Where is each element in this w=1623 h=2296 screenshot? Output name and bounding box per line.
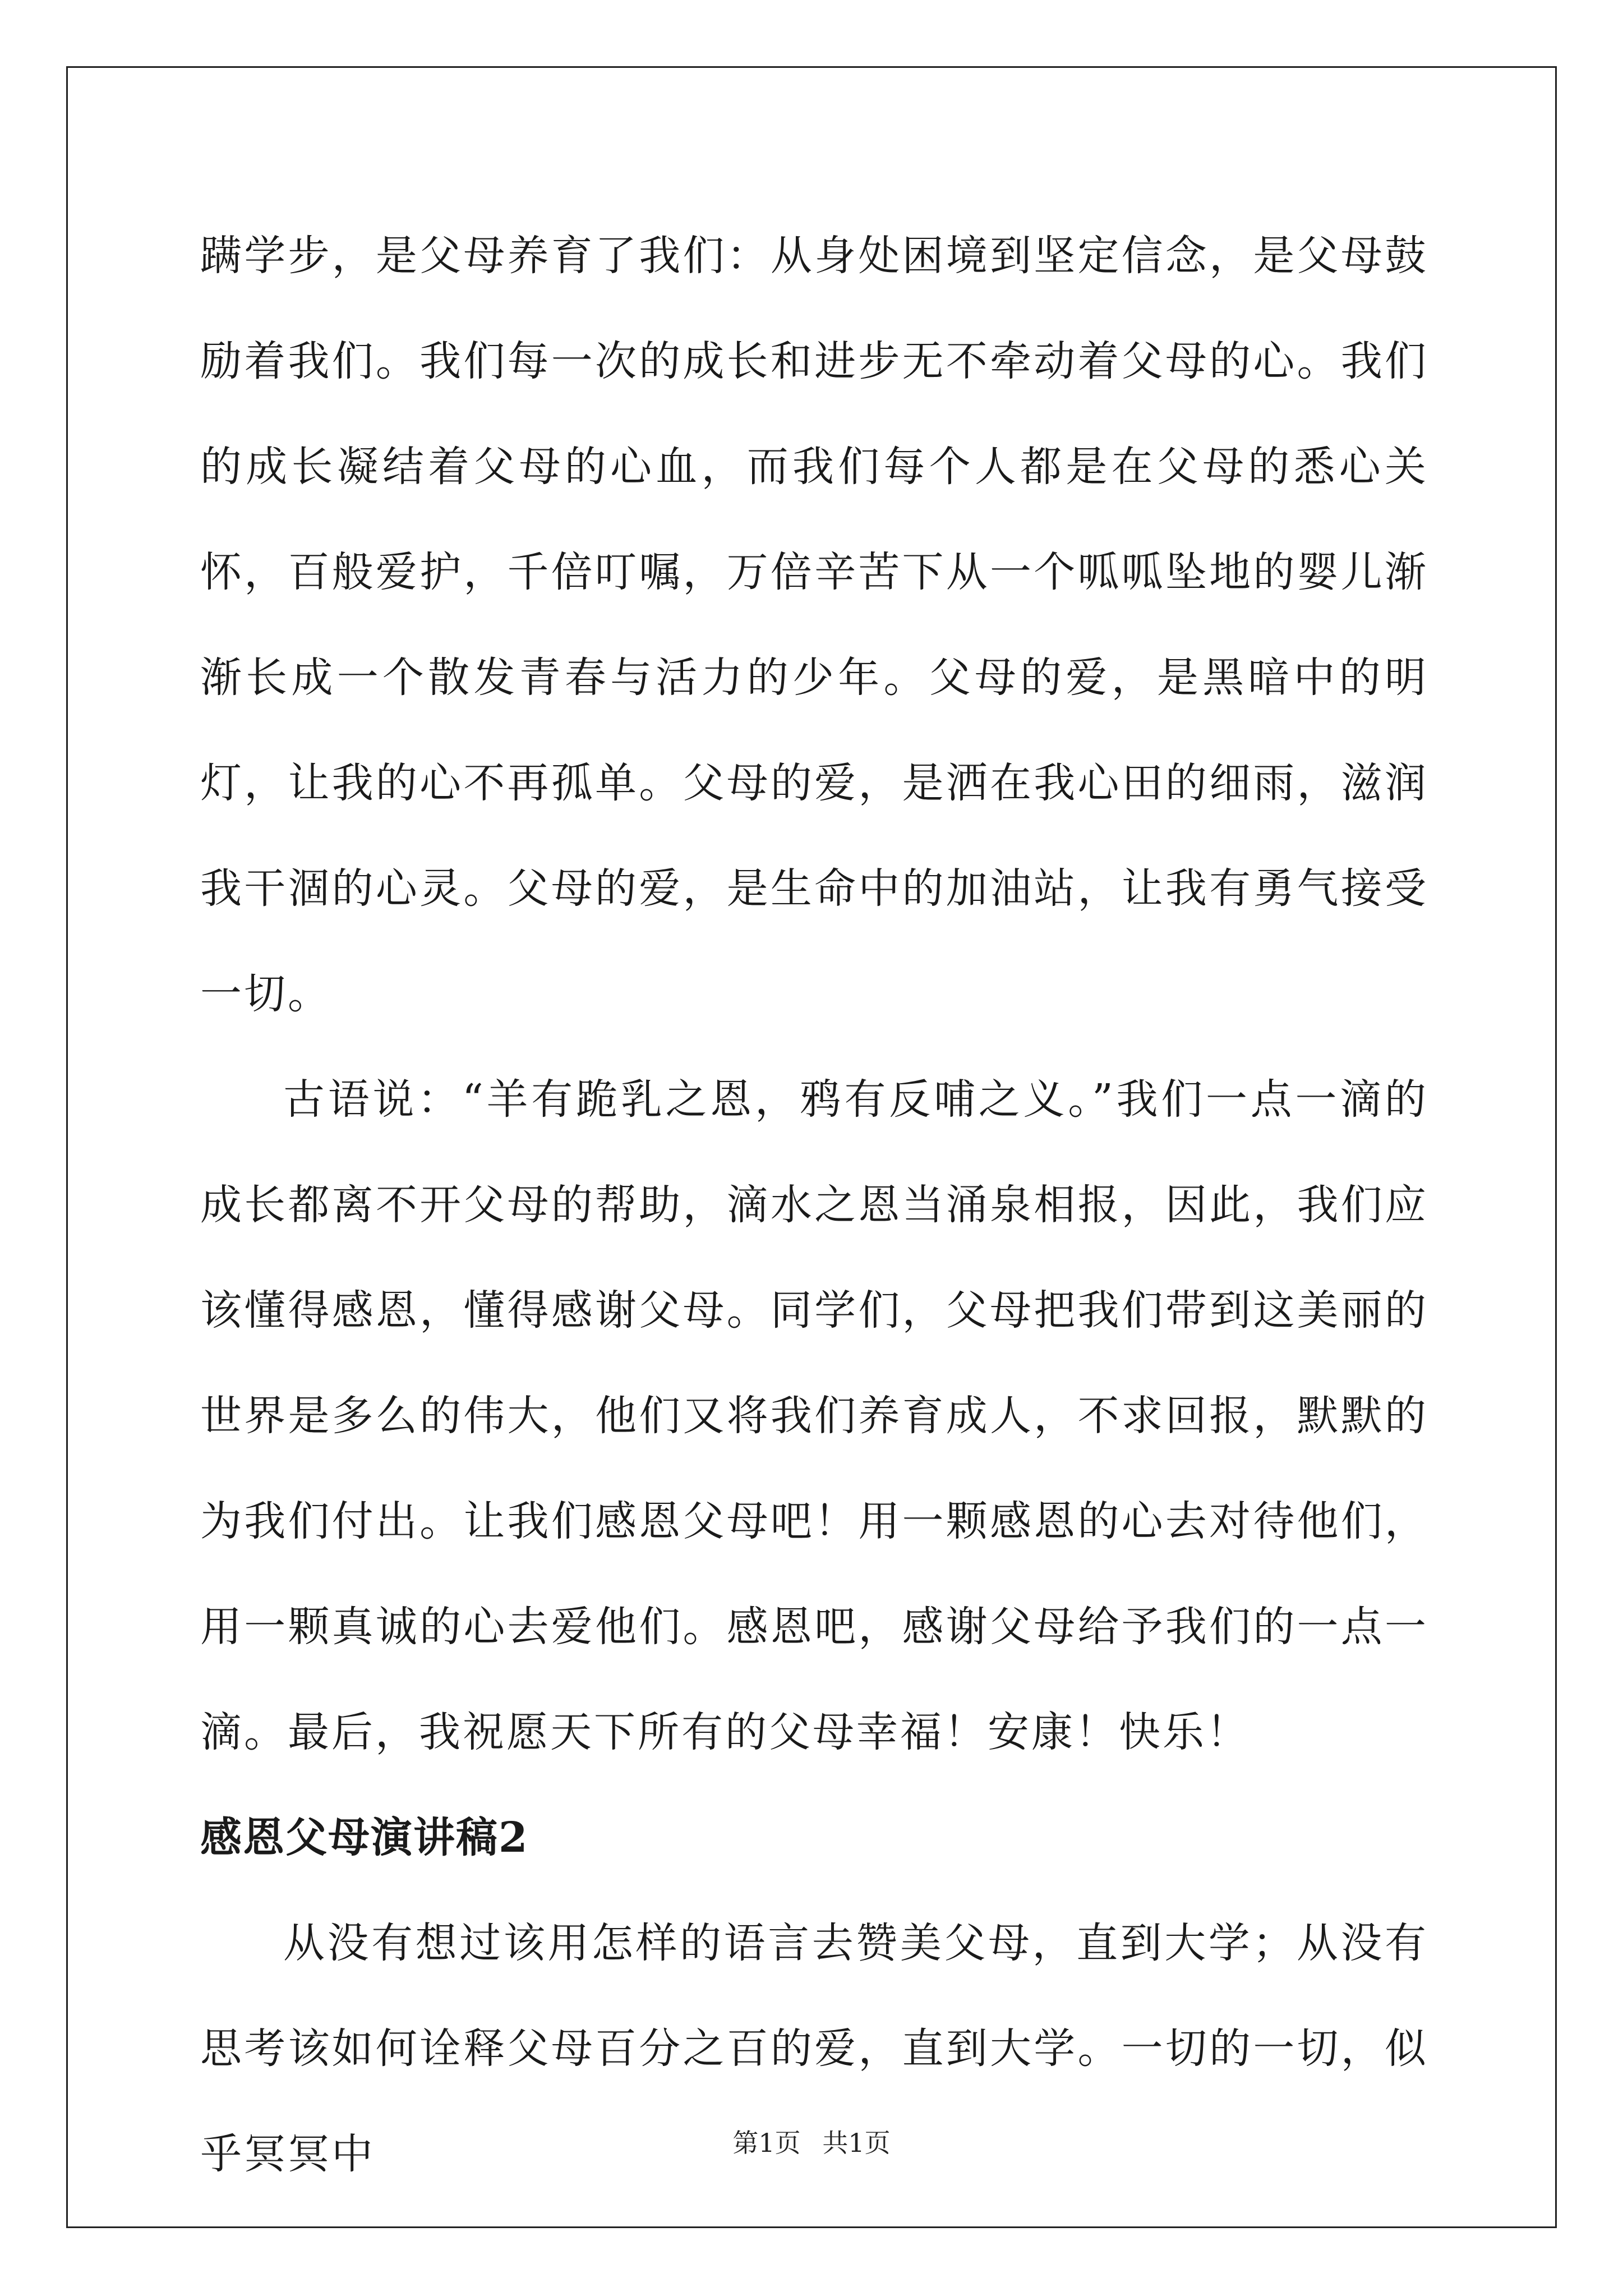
page-number: 第1页 [732,2128,801,2158]
document-body [200,203,1428,2207]
page-footer [0,2126,1623,2160]
paragraph-2: 古语说：“羊有跪乳之恩，鸦有反哺之义。”我们一点一滴的成长都离不开父母的帮助，滴水之恩当涌泉相报，因此，我们应该懂得感恩，懂得感谢父母。同学们，父母把我们带到这美丽的世界是多么的伟大，他们又将我们养育成人，不求回报，默默的为我们付出。让我们感恩父母吧！用一颗感恩的心去对待他们，用一颗真诚的心去爱他们。感恩吧，感谢父母给予我们的一点一滴。最后，我祝愿天下所有的父母幸福！安康！快乐！ [200,1075,1428,1756]
paragraph-1: 蹒学步，是父母养育了我们：从身处困境到坚定信念，是父母鼓励着我们。我们每一次的成长和进步无不牵动着父母的心。我们的成长凝结着父母的心血，而我们每个人都是在父母的悉心关怀，百般爱护，千倍叮嘱，万倍辛苦下从一个呱呱坠地的婴儿渐渐长成一个散发青春与活力的少年。父母的爱，是黑暗中的明灯，让我的心不再孤单。父母的爱，是洒在我心田的细雨，滋润我干涸的心灵。父母的爱，是生命中的加油站，让我有勇气接受一切。 [200,232,1428,1018]
paragraph-3: 从没有想过该用怎样的语言去赞美父母，直到大学；从没有思考该如何诠释父母百分之百的爱，直到大学。一切的一切，似乎冥冥中 [200,1919,1428,2178]
section-heading: 感恩父母演讲稿2 [200,1814,529,1862]
page-total: 共1页 [822,2128,891,2158]
